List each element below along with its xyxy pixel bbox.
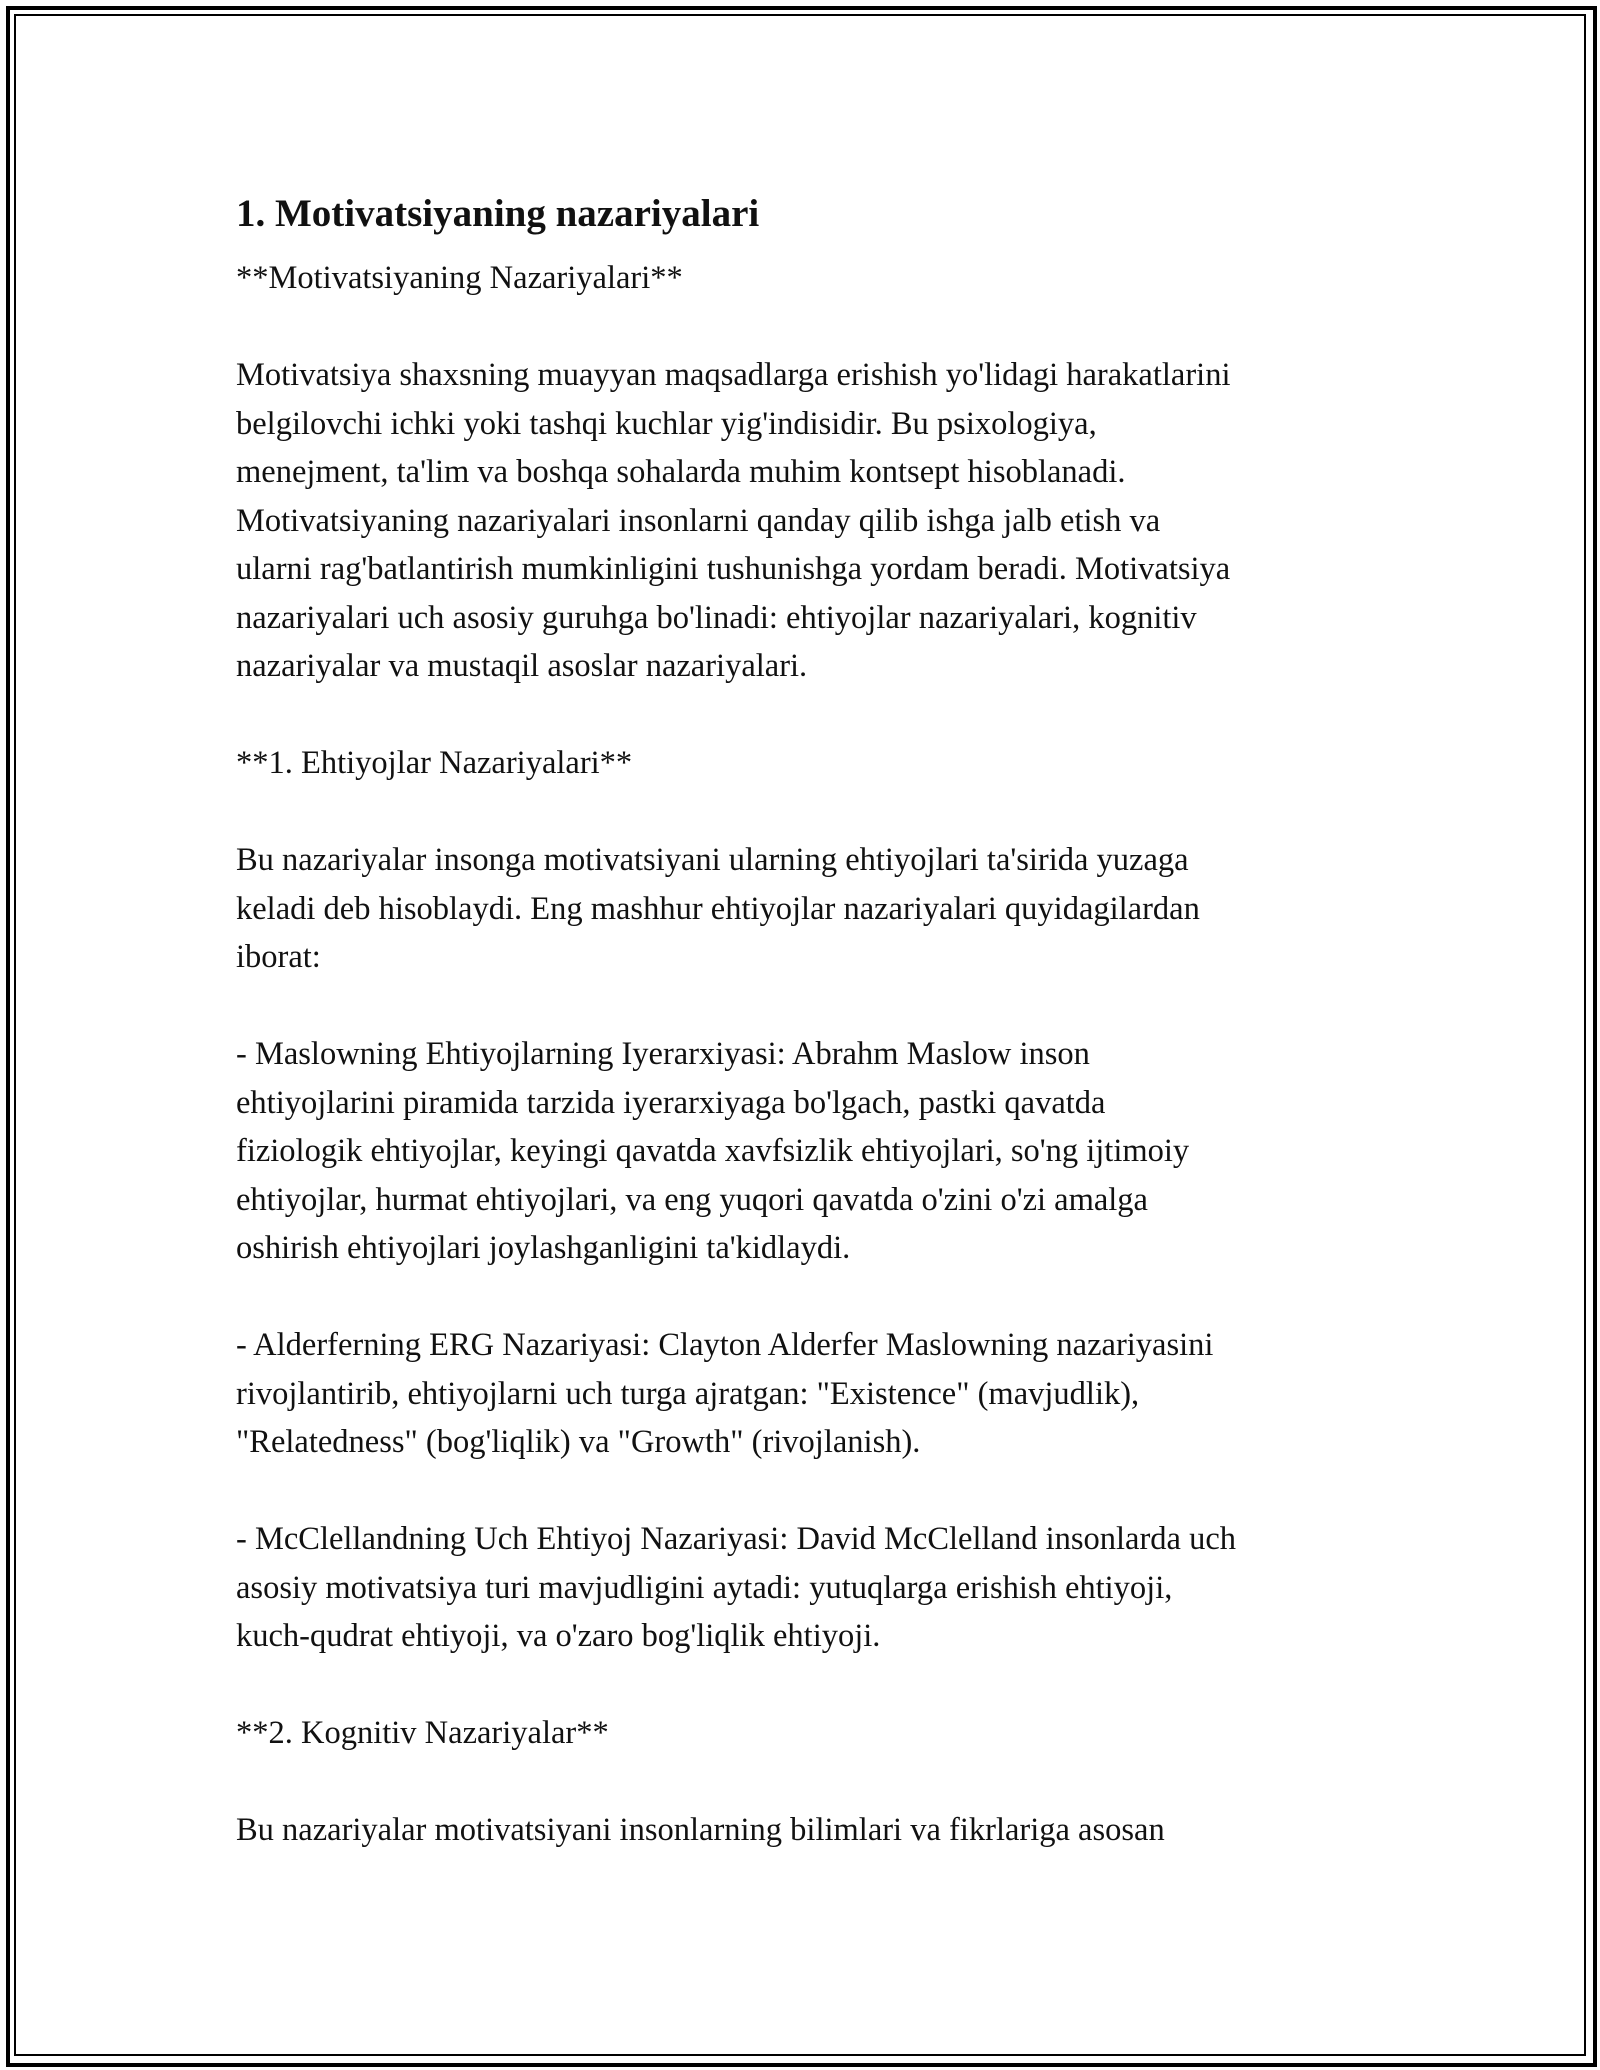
text-line: **2. Kognitiv Nazariyalar** [236,1715,609,1751]
text-line: kuch-qudrat ehtiyoji, va o'zaro bog'liqlik ehtiyoji. [236,1618,881,1654]
paragraph [236,351,1376,691]
paragraph [236,1806,1376,1855]
paragraph [236,836,1376,982]
paragraph [236,739,1376,788]
paragraph [236,1321,1376,1467]
text-line: **Motivatsiyaning Nazariyalari** [236,260,683,296]
text-line: menejment, ta'lim va boshqa sohalarda muhim kontsept hisoblanadi. [236,454,1126,490]
paragraph [236,1515,1376,1661]
text-line: - Maslowning Ehtiyojlarning Iyerarxiyasi: Abrahm Maslow inson [236,1036,1090,1072]
text-line: - McClellandning Uch Ehtiyoj Nazariyasi: David McClelland insonlarda uch [236,1521,1237,1557]
text-line: Motivatsiyaning nazariyalari insonlarni qanday qilib ishga jalb etish va [236,502,1161,539]
paragraph [236,1030,1376,1273]
text-line: nazariyalari uch asosiy guruhga bo'linadi: ehtiyojlar nazariyalari, kognitiv [236,599,1197,636]
text-line: fiziologik ehtiyojlar, keyingi qavatda xavfsizlik ehtiyojlari, so'ng ijtimoiy [236,1133,1190,1169]
text-line: - Alderferning ERG Nazariyasi: Clayton Alderfer Maslowning nazariyasini [236,1327,1214,1363]
text-line: Bu nazariyalar motivatsiyani insonlarning bilimlari va fikrlariga asosan [236,1812,1165,1848]
text-line: asosiy motivatsiya turi mavjudligini aytadi: yutuqlarga erishish ehtiyoji, [236,1569,1173,1606]
text-line: Motivatsiya shaxsning muayyan maqsadlarga erishish yo'lidagi harakatlarini [236,357,1231,393]
paragraph [236,1709,1376,1758]
text-line: nazariyalar va mustaqil asoslar nazariyalari. [236,648,808,684]
text-line: ularni rag'batlantirish mumkinligini tushunishga yordam beradi. Motivatsiya [236,551,1231,587]
paragraph [236,254,1376,303]
text-line: "Relatedness" (bog'liqlik) va "Growth" (rivojlanish). [236,1424,921,1460]
document-page [236,188,1376,1903]
document-title: 1. Motivatsiyaning nazariyalari [236,192,760,235]
document-body [236,254,1376,1855]
text-line: rivojlantirib, ehtiyojlarni uch turga ajratgan: "Existence" (mavjudlik), [236,1375,1140,1412]
text-line: belgilovchi ichki yoki tashqi kuchlar yig'indisidir. Bu psixologiya, [236,405,1097,442]
text-line: oshirish ehtiyojlari joylashganligini ta'kidlaydi. [236,1230,851,1266]
text-line: ehtiyojlar, hurmat ehtiyojlari, va eng yuqori qavatda o'zini o'zi amalga [236,1181,1148,1218]
text-line: keladi deb hisoblaydi. Eng mashhur ehtiyojlar nazariyalari quyidagilardan [236,890,1200,927]
text-line: ehtiyojlarini piramida tarzida iyerarxiyaga bo'lgach, pastki qavatda [236,1084,1106,1121]
text-line: Bu nazariyalar insonga motivatsiyani ularning ehtiyojlari ta'sirida yuzaga [236,842,1189,878]
text-line: **1. Ehtiyojlar Nazariyalari** [236,745,633,781]
text-line: iborat: [236,939,321,975]
